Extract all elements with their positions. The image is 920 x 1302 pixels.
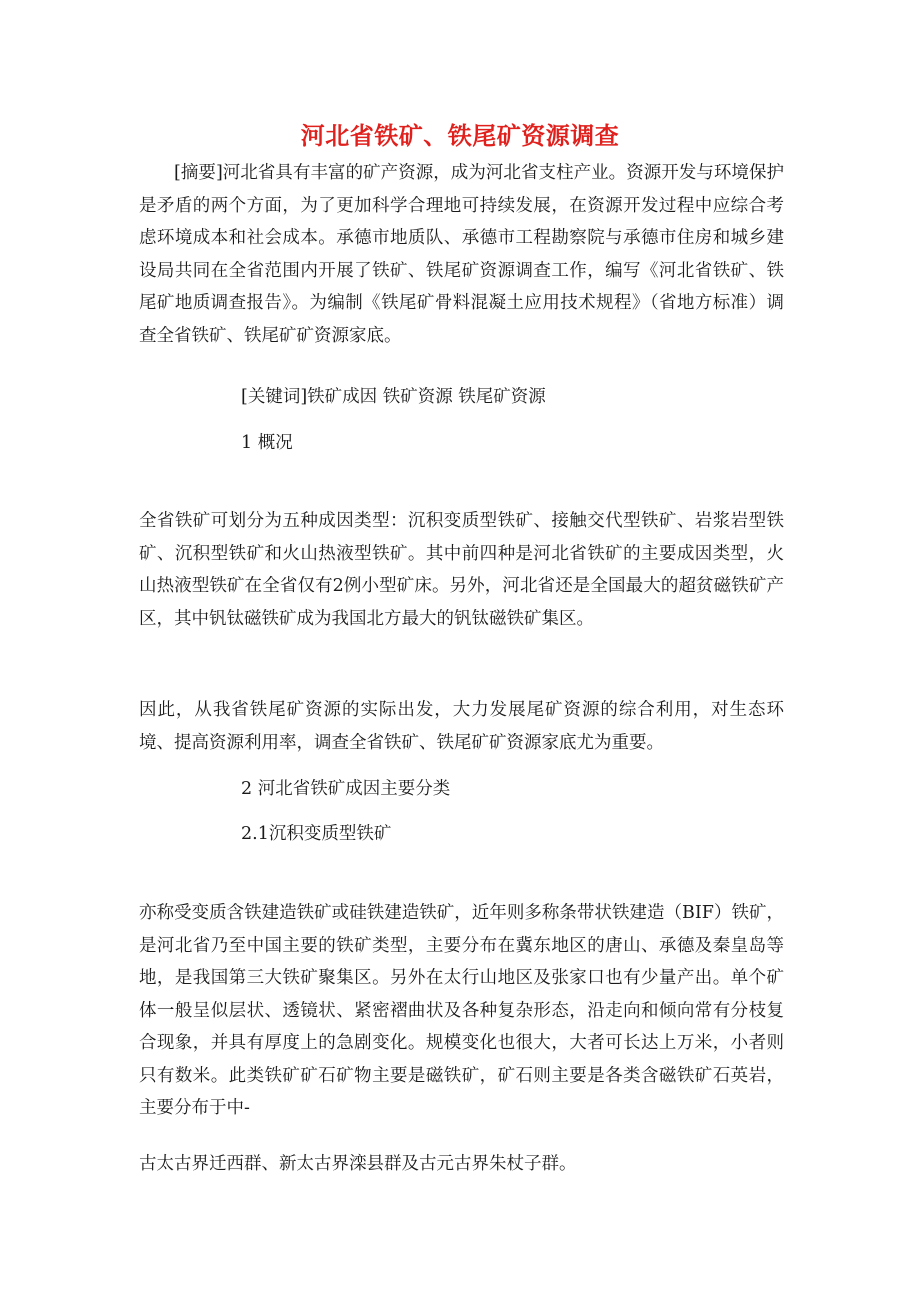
section-1-heading: 1 概况 (241, 433, 293, 453)
section-2-heading: 2 河北省铁矿成因主要分类 (241, 779, 451, 799)
section-2-1-paragraph-continuation: 古太古界迁西群、新太古界滦县群及古元古界朱杖子群。 (139, 1154, 577, 1174)
keywords-line: [关键词]铁矿成因 铁矿资源 铁尾矿资源 (241, 387, 546, 407)
section-2-1-paragraph: 亦称受变质含铁建造铁矿或硅铁建造铁矿，近年则多称条带状铁建造（BIF）铁矿，是河北省乃至中国主要的铁矿类型，主要分布在冀东地区的唐山、承德及秦皇岛等地，是我国第三大铁矿聚集区。另外在太行山地区及张家口也有少量产出。单个矿体一般呈似层状、透镜状、紧密褶曲状及各种复杂形态，沿走向和倾向常有分枝复合现象，并具有厚度上的急剧变化。规模变化也很大，大者可长达上万米，小者则只有数米。此类铁矿矿石矿物主要是磁铁矿，矿石则主要是各类含磁铁矿石英岩，主要分布于中- (139, 903, 784, 1118)
section-2-1-heading: 2.1沉积变质型铁矿 (241, 824, 392, 844)
document-title: 河北省铁矿、铁尾矿资源调查 (300, 122, 620, 150)
abstract-paragraph: [摘要]河北省具有丰富的矿产资源，成为河北省支柱产业。资源开发与环境保护是矛盾的两个方面，为了更加科学合理地可持续发展，在资源开发过程中应综合考虑环境成本和社会成本。承德市地质队、承德市工程勘察院与承德市住房和城乡建设局共同在全省范围内开展了铁矿、铁尾矿资源调查工作，编写《河北省铁矿、铁尾矿地质调查报告》。为编制《铁尾矿骨料混凝土应用技术规程》（省地方标准）调查全省铁矿、铁尾矿矿资源家底。 (139, 163, 784, 346)
section-1-paragraph-1: 全省铁矿可划分为五种成因类型：沉积变质型铁矿、接触交代型铁矿、岩浆岩型铁矿、沉积型铁矿和火山热液型铁矿。其中前四种是河北省铁矿的主要成因类型，火山热液型铁矿在全省仅有2例小型矿床。另外，河北省还是全国最大的超贫磁铁矿产区，其中钒钛磁铁矿成为我国北方最大的钒钛磁铁矿集区。 (139, 511, 784, 629)
section-1-paragraph-2: 因此，从我省铁尾矿资源的实际出发，大力发展尾矿资源的综合利用，对生态环境、提高资源利用率，调查全省铁矿、铁尾矿矿资源家底尤为重要。 (139, 700, 784, 753)
